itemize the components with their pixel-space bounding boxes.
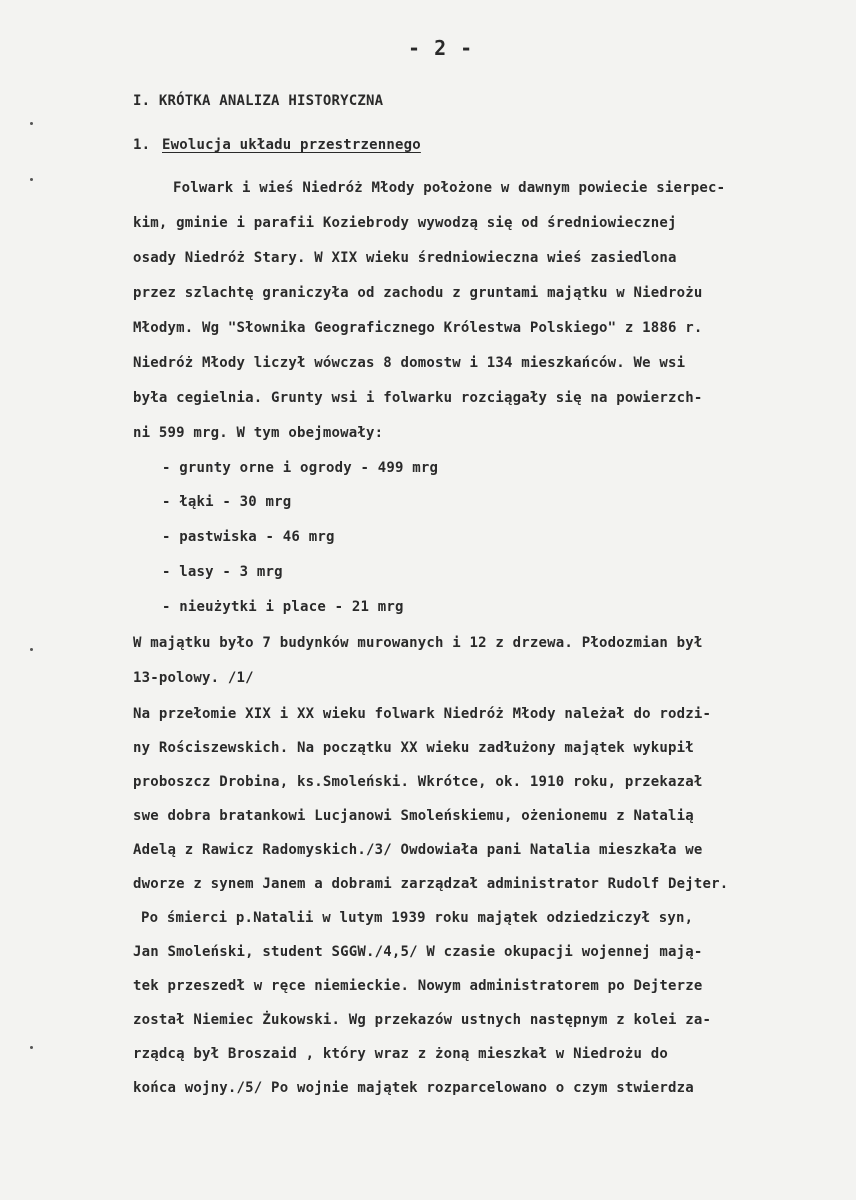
body-line-15: 13-polowy. /1/ [133,670,254,686]
body-line-26: rządcą był Broszaid , który wraz z żoną mieszkał w Niedrożu do [133,1046,668,1062]
body-line-23: Jan Smoleński, student SGGW./4,5/ W czasie okupacji wojennej mają- [133,944,703,960]
list-item: - łąki - 30 mrg [162,494,292,510]
margin-dot [30,178,33,181]
body-line-6: Niedróż Młody liczył wówczas 8 domostw i 134 mieszkańców. We wsi [133,355,686,371]
body-line-20: Adelą z Rawicz Radomyskich./3/ Owdowiała pani Natalia mieszkała we [133,842,703,858]
body-line-4: przez szlachtę graniczyła od zachodu z gruntami majątku w Niedrożu [133,285,703,301]
page-number: - 2 - [408,36,474,60]
body-line-5: Młodym. Wg "Słownika Geograficznego Królestwa Polskiego" z 1886 r. [133,320,703,336]
section-heading: I. KRÓTKA ANALIZA HISTORYCZNA [133,93,384,109]
list-item: - grunty orne i ogrody - 499 mrg [162,460,439,476]
body-line-22: Po śmierci p.Natalii w lutym 1939 roku majątek odziedziczył syn, [141,910,694,926]
body-line-25: został Niemiec Żukowski. Wg przekazów ustnych następnym z kolei za- [133,1012,712,1028]
margin-dot [30,648,33,651]
body-line-8: ni 599 mrg. W tym obejmowały: [133,425,384,441]
body-line-2: kim, gminie i parafii Koziebrody wywodzą się od średniowiecznej [133,215,677,231]
margin-dot [30,122,33,125]
body-line-14: W majątku było 7 budynków murowanych i 12 z drzewa. Płodozmian był [133,635,703,651]
body-line-24: tek przeszedł w ręce niemieckie. Nowym administratorem po Dejterze [133,978,703,994]
body-line-1: Folwark i wieś Niedróż Młody położone w dawnym powiecie sierpec- [173,180,726,196]
margin-dot [30,1046,33,1049]
list-item: - nieużytki i place - 21 mrg [162,599,404,615]
subsection-number: 1. [133,137,151,153]
list-item: - pastwiska - 46 mrg [162,529,335,545]
body-line-19: swe dobra bratankowi Lucjanowi Smoleńskiemu, ożenionemu z Natalią [133,808,694,824]
body-line-21: dworze z synem Janem a dobrami zarządzał administrator Rudolf Dejter. [133,876,729,892]
body-line-3: osady Niedróż Stary. W XIX wieku średniowieczna wieś zasiedlona [133,250,677,266]
list-item: - lasy - 3 mrg [162,564,283,580]
body-line-27: końca wojny./5/ Po wojnie majątek rozparcelowano o czym stwierdza [133,1080,694,1096]
body-line-18: proboszcz Drobina, ks.Smoleński. Wkrótce, ok. 1910 roku, przekazał [133,774,703,790]
body-line-7: była cegielnia. Grunty wsi i folwarku rozciągały się na powierzch- [133,390,703,406]
body-line-16: Na przełomie XIX i XX wieku folwark Niedróż Młody należał do rodzi- [133,706,712,722]
body-line-17: ny Rościszewskich. Na początku XX wieku zadłużony majątek wykupił [133,740,694,756]
subsection-heading: Ewolucja układu przestrzennego [162,137,421,153]
